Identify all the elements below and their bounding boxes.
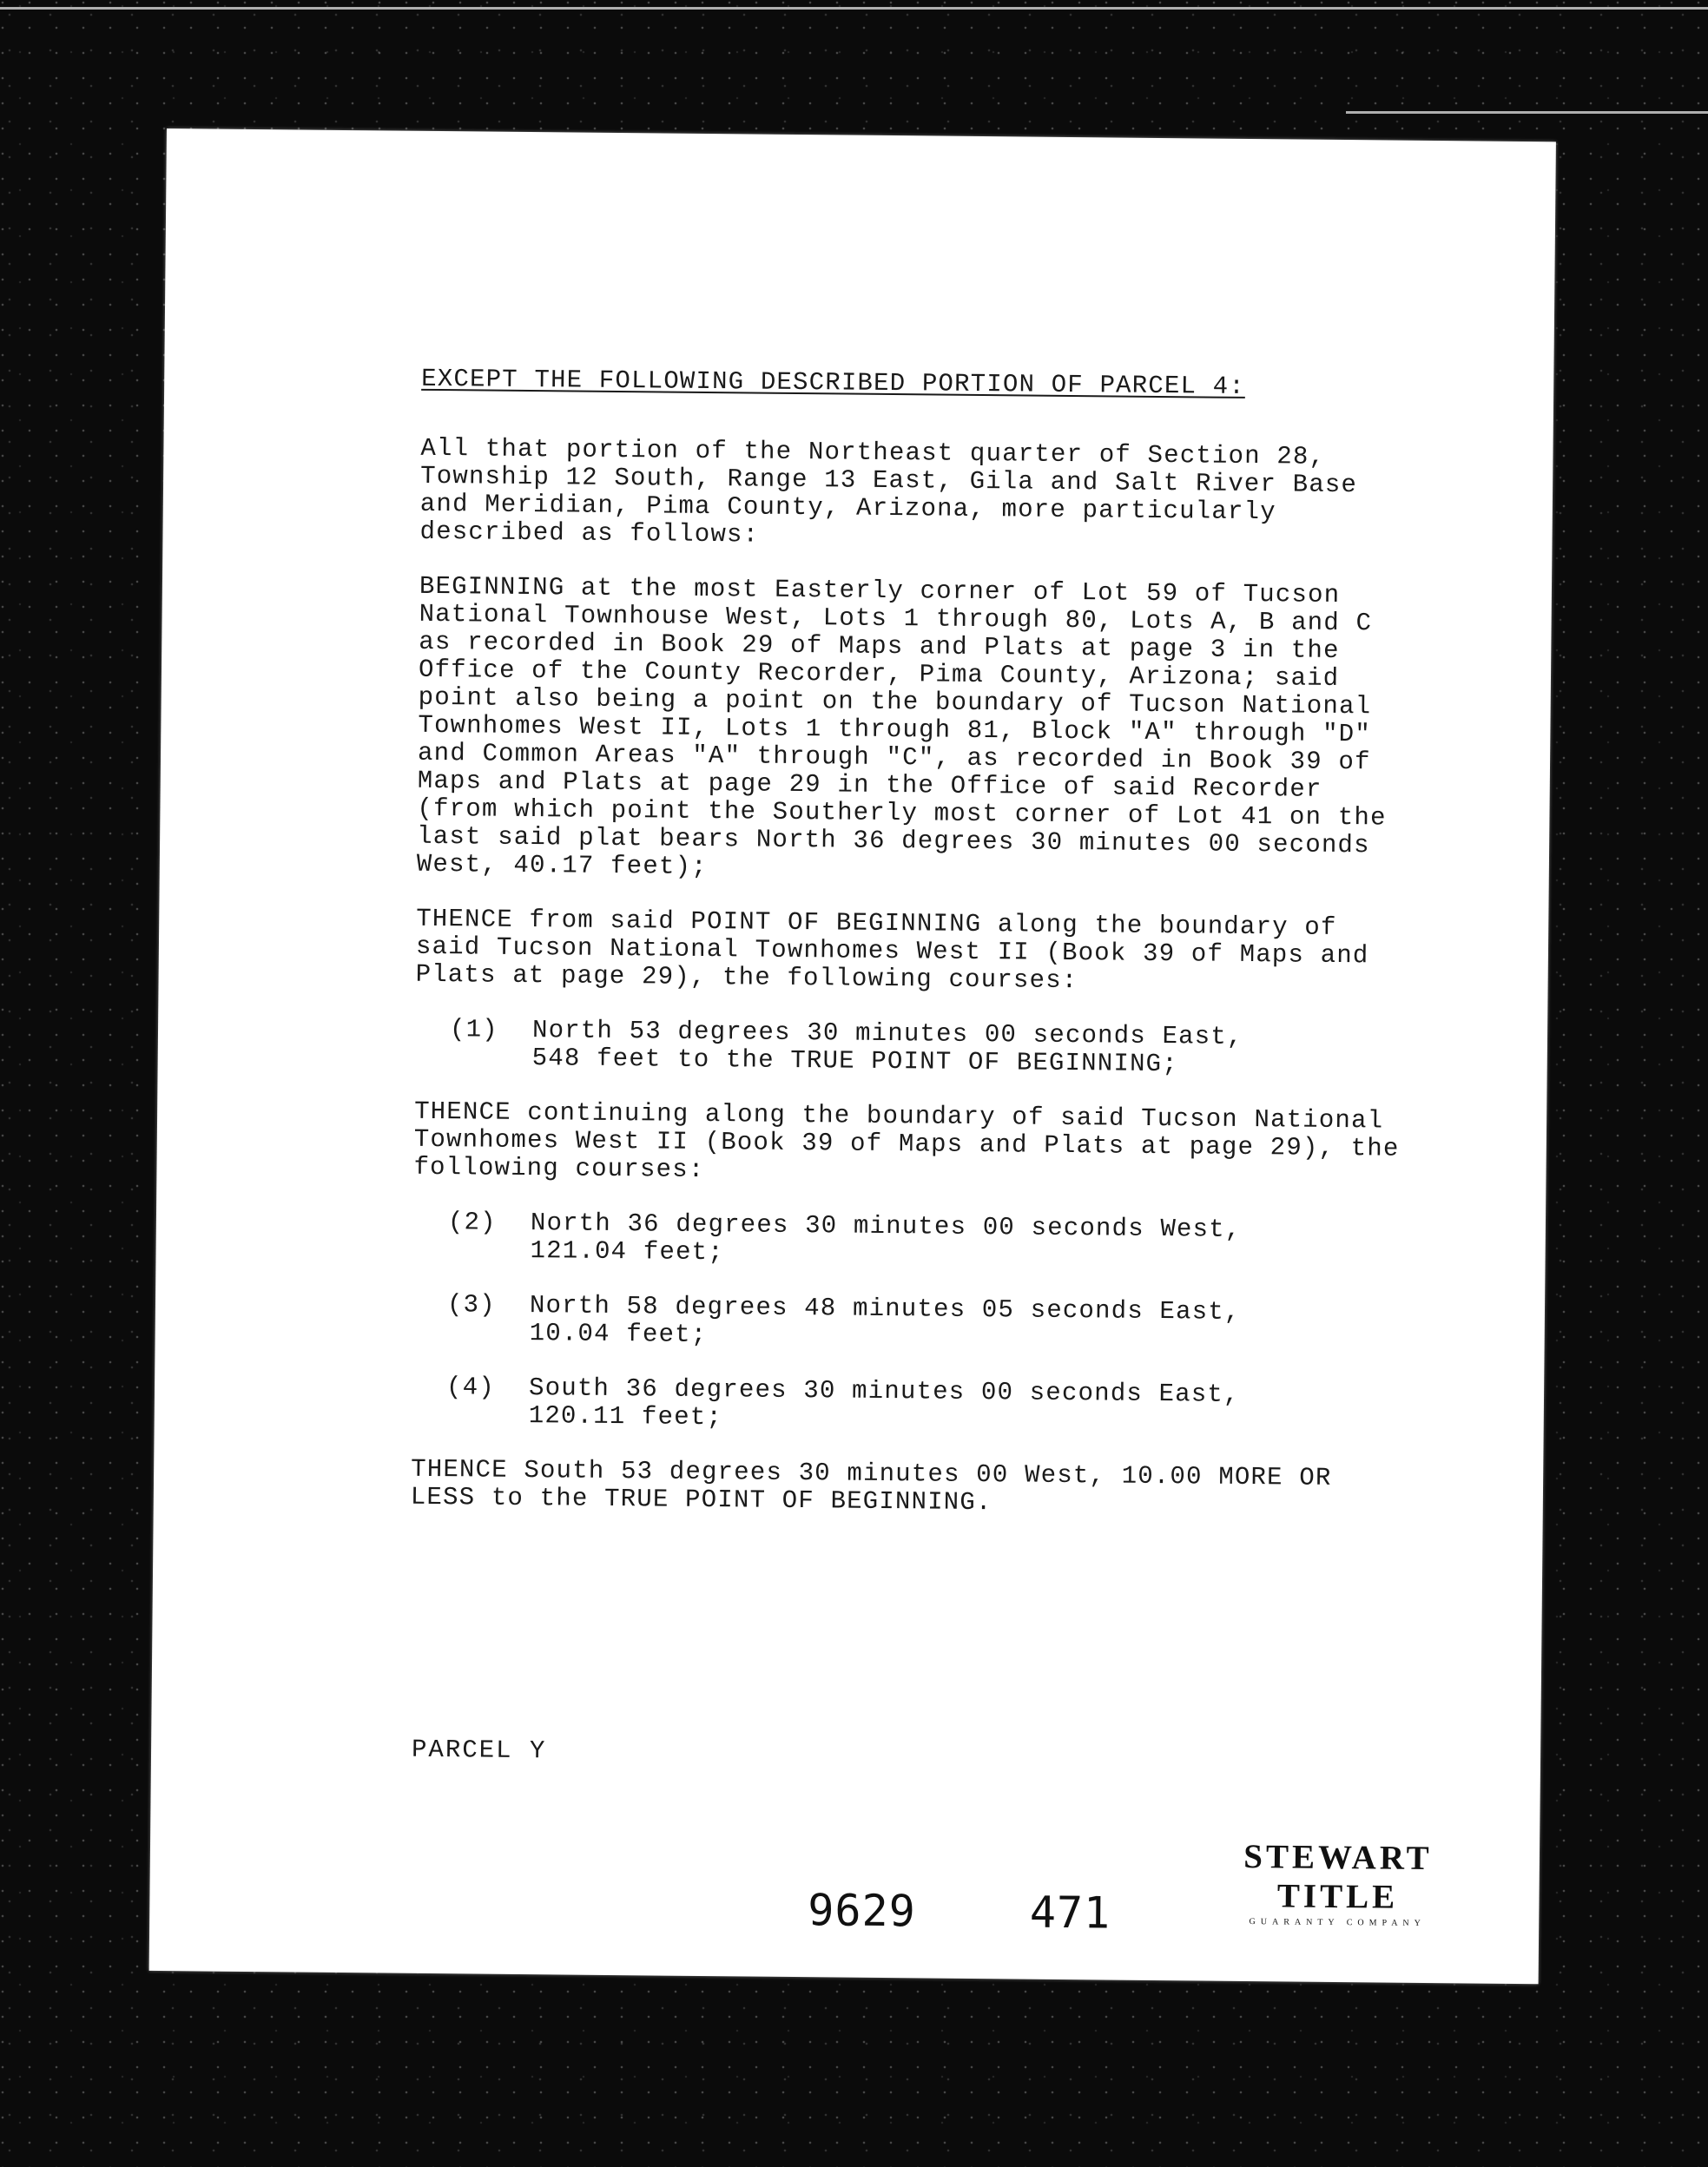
course-text: South 36 degrees 30 minutes 00 seconds East, 120.11 feet; [528,1373,1240,1433]
course-text: North 58 degrees 48 minutes 05 seconds East, 10.04 feet; [529,1291,1241,1350]
paragraph-thence-south: THENCE South 53 degrees 30 minutes 00 West, 10.00 MORE OR LESS to the TRUE POINT OF BEGINNING. [410,1454,1332,1518]
course-item [447,1209,1438,1274]
course-text: North 53 degrees 30 minutes 00 seconds East, 548 feet to the TRUE POINT OF BEGINNING; [531,1016,1243,1079]
paragraph-portion: All that portion of the Northeast quarter of Section 28, Township 12 South, Range 13 East, Gila and Salt River Base and Meridian, Pima County, Arizona, more particularly described as follows: [419,433,1358,550]
paragraph-thence-from: THENCE from said POINT OF BEGINNING along the boundary of said Tucson National Townhomes West II (Book 39 of Maps and Plats at page 29), the following courses: [415,904,1369,996]
course-number: (2) [447,1208,497,1237]
paragraph-thence-continuing: THENCE continuing along the boundary of said Tucson National Townhomes West II (Book 39 of Maps and Plats at page 29), the following courses: [413,1097,1400,1184]
course-number: (3) [446,1290,496,1320]
document-numbers [808,1885,1197,1939]
section-heading: EXCEPT THE FOLLOWING DESCRIBED PORTION OF PARCEL 4: [421,364,1246,401]
document-page [149,128,1556,1984]
course-number: (4) [445,1373,496,1402]
stamp-company-name: STEWART TITLE [1243,1837,1433,1916]
document-number-right: 471 [1029,1887,1111,1939]
legal-description [410,366,1446,1548]
title-company-stamp [1181,1836,1494,1928]
scan-edge-line-right [1346,111,1708,114]
course-item [447,1291,1438,1356]
course-number: (1) [449,1015,499,1044]
scan-edge-line [0,7,1708,10]
paragraph-beginning: BEGINNING at the most Easterly corner of Lot 59 of Tucson National Townhouse West, Lots 1 through 80, Lots A, B and C as recorded in Book 29 of Maps and Plats at page 3 in the Office of the County Recorder, Pima County, Arizona; said point also being a point on the boundary of Tucson National Townhomes West II, Lots 1 through 81, Block "A" through "D" and Common Areas "A" through "C", as recorded in Book 39 of Maps and Plats at page 29 in the Office of said Recorder (from which point the Southerly most corner of Lot 41 on the last said plat bears North 36 degrees 30 minutes 00 seconds West, 40.17 feet); [416,571,1387,882]
course-text: North 36 degrees 30 minutes 00 seconds West, 121.04 feet; [530,1209,1242,1268]
course-item [446,1373,1437,1439]
course-item [450,1016,1441,1081]
parcel-label: PARCEL Y [411,1735,547,1766]
stamp-company-subtitle: GUARANTY COMPANY [1249,1917,1426,1929]
document-number-left: 9629 [808,1885,917,1937]
